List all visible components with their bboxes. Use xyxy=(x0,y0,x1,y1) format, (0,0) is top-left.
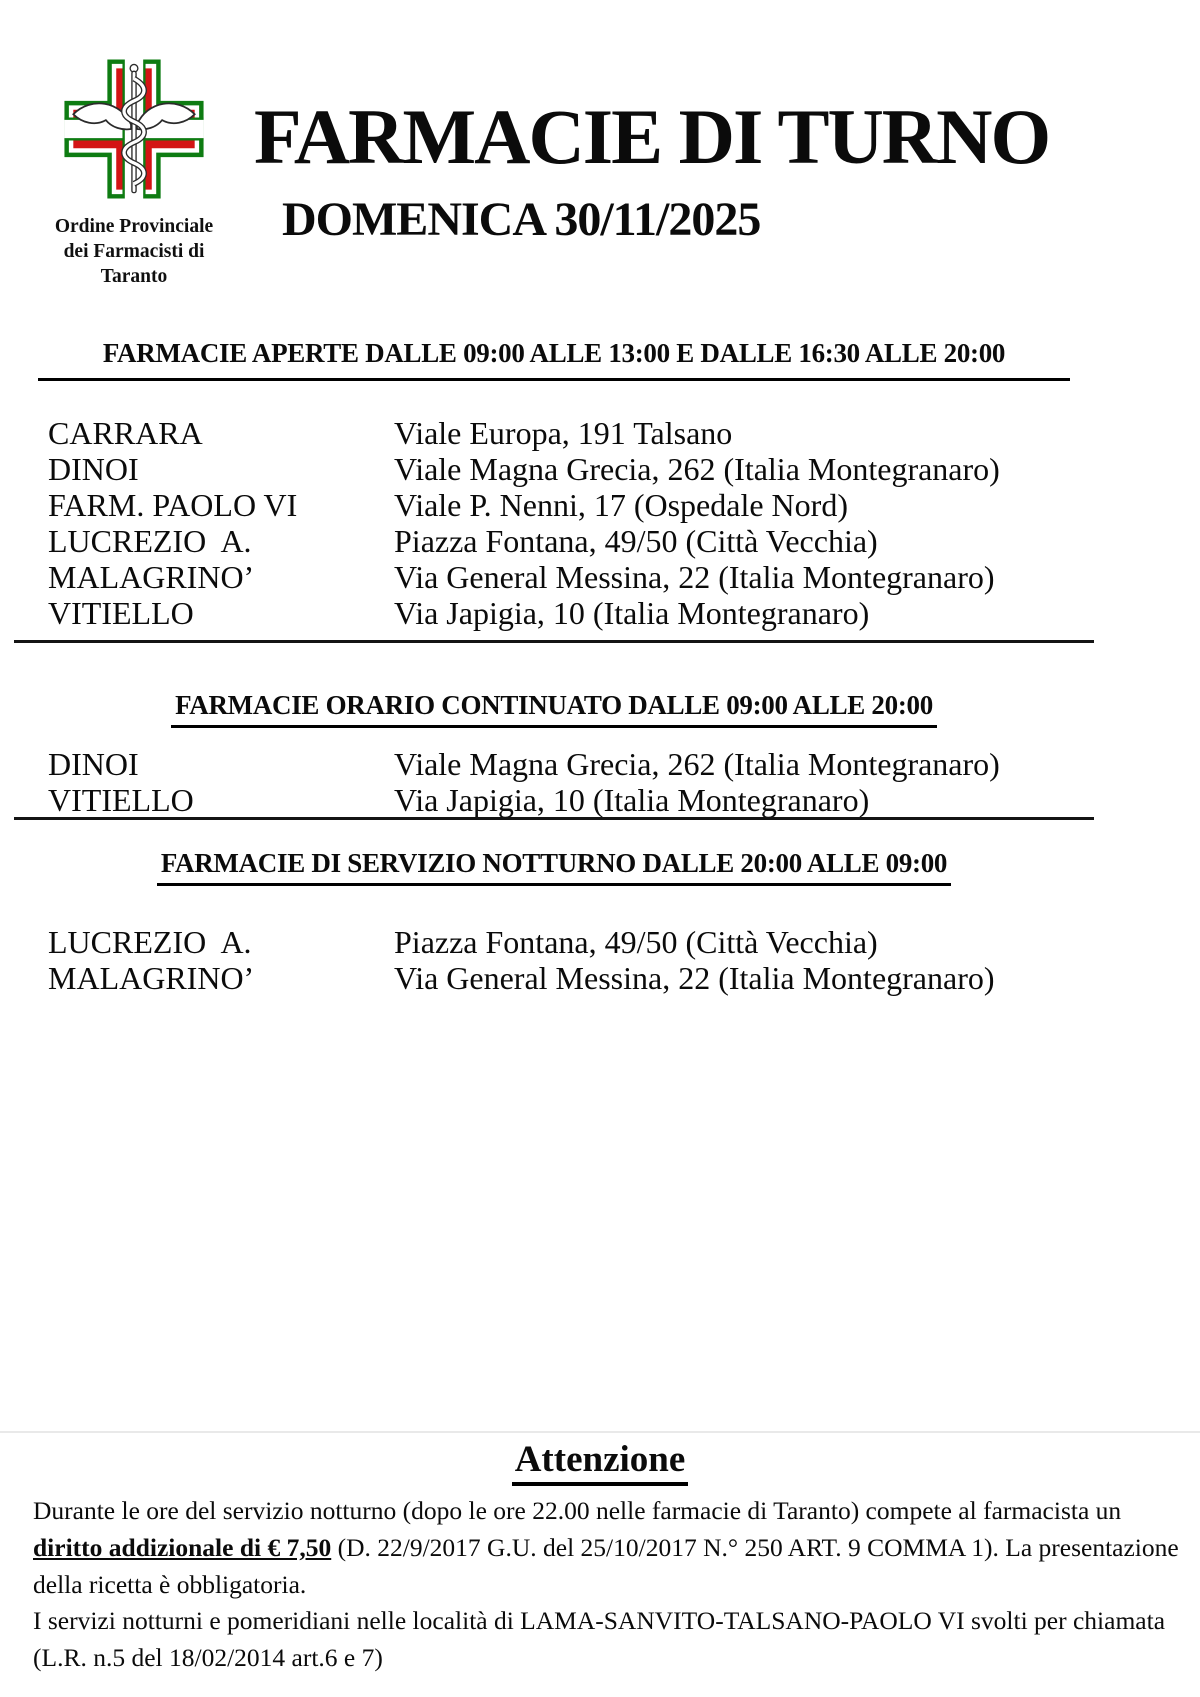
duty-date: DOMENICA 30/11/2025 xyxy=(282,193,761,246)
pharmacy-row xyxy=(14,487,1094,523)
section-header xyxy=(38,336,1070,381)
pharmacy-row xyxy=(14,451,1094,487)
section-header-text: FARMACIE ORARIO CONTINUATO DALLE 09:00 ALLE 20:00 xyxy=(171,688,937,728)
pharmacy-row xyxy=(14,559,1094,595)
pharmacy-row xyxy=(14,960,1094,996)
attention-paragraph-1 xyxy=(33,1492,1181,1603)
org-name xyxy=(26,215,242,290)
attention-heading xyxy=(0,1438,1200,1486)
section-divider xyxy=(14,817,1094,820)
pharmacy-row xyxy=(14,523,1094,559)
pharmacy-cross-logo xyxy=(60,54,208,204)
pharmacy-address: Via Japigia, 10 (Italia Montegranaro) xyxy=(394,595,870,631)
section-header xyxy=(14,846,1094,886)
pharmacy-address: Piazza Fontana, 49/50 (Città Vecchia) xyxy=(394,924,878,960)
pharmacy-address: Via General Messina, 22 (Italia Montegranaro) xyxy=(394,960,995,996)
title-block xyxy=(254,93,1050,246)
pharmacy-row xyxy=(14,782,1094,818)
duty-section-2 xyxy=(14,846,1094,996)
duty-section-1 xyxy=(14,688,1094,818)
attention-paragraph-2: I servizi notturni e pomeridiani nelle località di LAMA-SANVITO-TALSANO-PAOLO VI svolti per chiamata (L.R. n.5 del 18/02/2014 art.6 e 7) xyxy=(33,1606,1166,1672)
page-title: FARMACIE DI TURNO xyxy=(254,93,1050,180)
attention-heading-text: Attenzione xyxy=(512,1438,689,1486)
attention-text: (D. 22/9/2017 G.U. del 25/10/2017 N.° 250 ART. 9 COMMA 1). La presentazione della ricetta è obbligatoria. xyxy=(33,1533,1179,1599)
pharmacy-rows xyxy=(14,924,1094,996)
pharmacy-address: Via Japigia, 10 (Italia Montegranaro) xyxy=(394,782,870,818)
section-header-text: FARMACIE DI SERVIZIO NOTTURNO DALLE 20:00 ALLE 09:00 xyxy=(157,846,951,886)
pharmacy-name: MALAGRINO’ xyxy=(48,559,255,595)
pharmacy-row xyxy=(14,924,1094,960)
org-name-line: Ordine Provinciale xyxy=(54,216,214,237)
pharmacy-address: Viale Europa, 191 Talsano xyxy=(394,415,733,451)
pharmacy-address: Viale P. Nenni, 17 (Ospedale Nord) xyxy=(394,487,848,523)
pharmacy-address: Via General Messina, 22 (Italia Montegranaro) xyxy=(394,559,995,595)
pharmacy-row xyxy=(14,595,1094,631)
pharmacy-name: FARM. PAOLO VI xyxy=(48,487,298,523)
attention-text: Durante le ore del servizio notturno (dopo le ore 22.00 nelle farmacie di Taranto) compete al farmacista un xyxy=(33,1496,1122,1525)
pharmacy-name: DINOI xyxy=(48,451,139,487)
pharmacy-address: Viale Magna Grecia, 262 (Italia Montegranaro) xyxy=(394,451,1000,487)
section-header-text: FARMACIE APERTE DALLE 09:00 ALLE 13:00 E DALLE 16:30 ALLE 20:00 xyxy=(102,338,1006,368)
attention-surcharge-text: diritto addizionale di € 7,50 xyxy=(33,1533,332,1562)
pharmacy-name: CARRARA xyxy=(48,415,203,451)
pharmacy-name: VITIELLO xyxy=(48,595,194,631)
org-name-line: Taranto xyxy=(100,265,168,287)
pharmacy-row xyxy=(14,746,1094,782)
pharmacy-name: LUCREZIO A. xyxy=(48,924,252,960)
pharmacy-rows xyxy=(14,746,1094,818)
pharmacy-name: MALAGRINO’ xyxy=(48,960,255,996)
org-name-line: dei Farmacisti di xyxy=(63,240,205,262)
pharmacy-address: Viale Magna Grecia, 262 (Italia Montegranaro) xyxy=(394,746,1000,782)
footer-divider xyxy=(0,1431,1200,1433)
pharmacy-name: DINOI xyxy=(48,746,139,782)
pharmacy-name: VITIELLO xyxy=(48,782,194,818)
duty-section-0 xyxy=(14,336,1094,631)
org-block xyxy=(26,54,242,290)
pharmacy-address: Piazza Fontana, 49/50 (Città Vecchia) xyxy=(394,523,878,559)
pharmacy-rows xyxy=(14,415,1094,631)
section-divider xyxy=(14,640,1094,643)
section-header xyxy=(14,688,1094,728)
pharmacy-name: LUCREZIO A. xyxy=(48,523,252,559)
pharmacy-row xyxy=(14,415,1094,451)
